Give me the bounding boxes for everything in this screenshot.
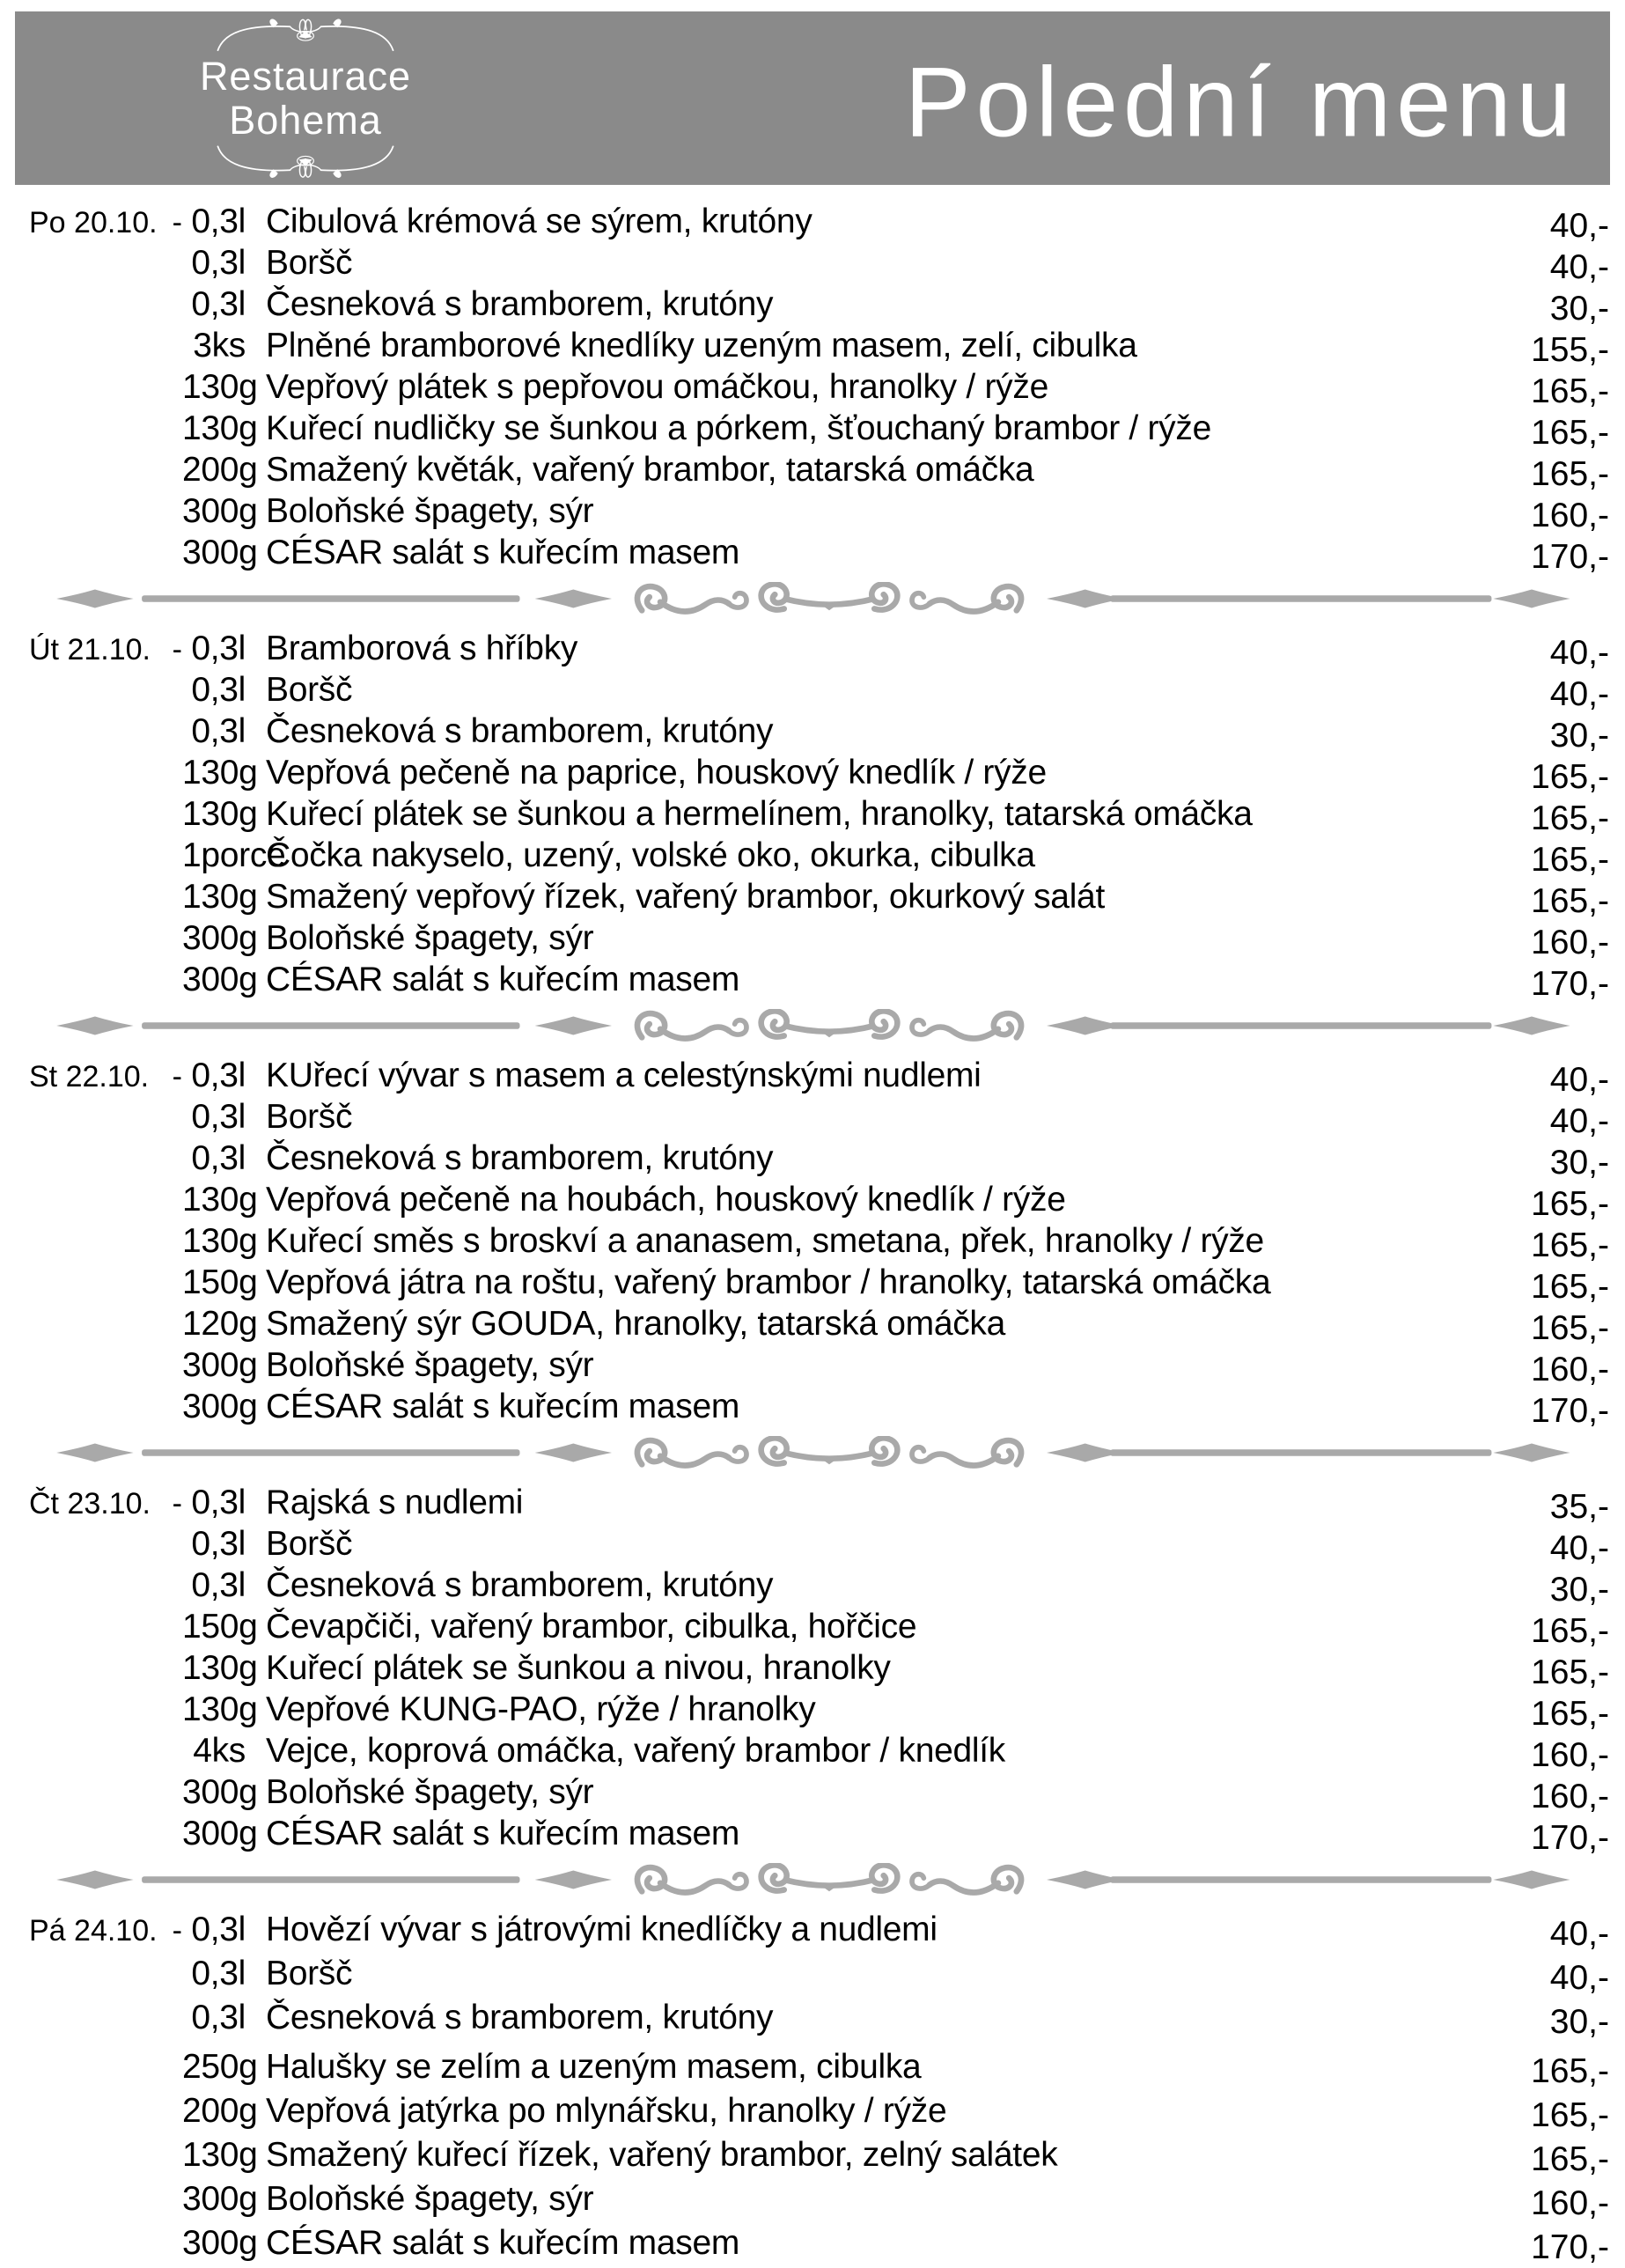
menu-item-row	[29, 1346, 1609, 1388]
item-price: 165,-	[1531, 372, 1609, 410]
item-price: 165,-	[1531, 758, 1609, 796]
item-description: CÉSAR salát s kuřecím masem	[266, 534, 740, 571]
item-quantity: 0,3l	[191, 1566, 246, 1604]
item-description: Hovězí vývar s játrovými knedlíčky a nudlemi	[266, 1911, 938, 1948]
item-description: Vepřová pečeně na houbách, houskový knedlík / rýže	[266, 1181, 1066, 1219]
item-description: Vepřový plátek s pepřovou omáčkou, hranolky / rýže	[266, 368, 1048, 406]
item-description: KUřecí vývar s masem a celestýnskými nudlemi	[266, 1057, 982, 1094]
item-description: Čočka nakyselo, uzený, volské oko, okurka, cibulka	[266, 836, 1035, 874]
item-description: Boloňské špagety, sýr	[266, 492, 594, 530]
item-description: Boloňské špagety, sýr	[266, 1346, 594, 1384]
item-price: 30,-	[1549, 1571, 1609, 1609]
menu-item-row	[29, 244, 1609, 285]
item-quantity: 300g	[182, 492, 258, 530]
day-label	[29, 206, 182, 240]
menu-item-row	[29, 1057, 1609, 1098]
header-banner	[15, 11, 1610, 185]
item-description: Kuřecí směs s broskví a ananasem, smetana, přek, hranolky / rýže	[266, 1222, 1264, 1260]
menu-item-row	[29, 1955, 1609, 1999]
item-description: CÉSAR salát s kuřecím masem	[266, 1815, 740, 1852]
item-quantity: 0,3l	[191, 1525, 246, 1563]
day-date: Pá 24.10.	[29, 1914, 158, 1948]
item-price: 170,-	[1531, 1392, 1609, 1430]
item-price: 170,-	[1531, 1819, 1609, 1857]
item-price: 165,-	[1531, 1612, 1609, 1650]
item-quantity: 130g	[182, 409, 258, 447]
item-price: 165,-	[1531, 1695, 1609, 1733]
item-price: 40,-	[1549, 1529, 1609, 1567]
item-quantity: 130g	[182, 754, 258, 792]
item-price: 160,-	[1531, 924, 1609, 961]
item-price: 165,-	[1531, 2096, 1609, 2134]
item-price: 165,-	[1531, 841, 1609, 879]
ornament-divider	[15, 1863, 1610, 1896]
day-label	[29, 1487, 182, 1521]
item-description: Vejce, koprová omáčka, vařený brambor / knedlík	[266, 1732, 1005, 1770]
menu-item-row	[29, 1773, 1609, 1815]
item-description: Vepřové KUNG-PAO, rýže / hranolky	[266, 1690, 816, 1728]
item-quantity: 300g	[182, 1346, 258, 1384]
item-quantity: 0,3l	[191, 1098, 246, 1136]
item-price: 165,-	[1531, 455, 1609, 493]
day-date: Čt 23.10.	[29, 1487, 151, 1521]
item-quantity: 130g	[182, 1181, 258, 1219]
item-description: Cibulová krémová se sýrem, krutóny	[266, 202, 812, 240]
item-quantity: 0,3l	[191, 1139, 246, 1177]
menu-item-row	[29, 712, 1609, 754]
item-quantity: 0,3l	[191, 1484, 246, 1521]
item-quantity: 300g	[182, 919, 258, 957]
lunch-menu	[0, 195, 1625, 2268]
item-quantity: 130g	[182, 1649, 258, 1687]
menu-item-row	[29, 368, 1609, 409]
item-price: 40,-	[1549, 1915, 1609, 1953]
item-quantity: 300g	[182, 1815, 258, 1852]
item-description: Vepřová játra na roštu, vařený brambor / hranolky, tatarská omáčka	[266, 1263, 1271, 1301]
item-quantity: 0,3l	[191, 1955, 246, 1992]
item-quantity: 0,3l	[191, 1999, 246, 2036]
item-description: CÉSAR salát s kuřecím masem	[266, 1388, 740, 1425]
logo-line1: Restaurace	[199, 53, 412, 99]
item-description: Smažený sýr GOUDA, hranolky, tatarská omáčka	[266, 1305, 1006, 1343]
item-price: 40,-	[1549, 1959, 1609, 1997]
day-section-friday	[29, 1904, 1609, 2268]
item-description: Česneková s bramborem, krutóny	[266, 285, 774, 323]
day-dash: -	[172, 1060, 182, 1094]
item-quantity: 300g	[182, 534, 258, 571]
item-quantity: 300g	[182, 961, 258, 998]
menu-item-row	[29, 1911, 1609, 1955]
item-quantity: 130g	[182, 2136, 258, 2174]
menu-item-row	[29, 327, 1609, 368]
page-title: Polední menu	[904, 46, 1577, 157]
day-section-tuesday	[29, 622, 1609, 1002]
item-price: 30,-	[1549, 290, 1609, 328]
item-quantity: 4ks	[193, 1732, 246, 1770]
item-quantity: 130g	[182, 1690, 258, 1728]
item-quantity: 120g	[182, 1305, 258, 1343]
item-description: CÉSAR salát s kuřecím masem	[266, 961, 740, 998]
menu-item-row	[29, 1815, 1609, 1856]
flourish-bottom-icon	[147, 144, 464, 184]
item-description: Plněné bramborové knedlíky uzeným masem, zelí, cibulka	[266, 327, 1137, 364]
item-price: 40,-	[1549, 675, 1609, 713]
day-label	[29, 633, 182, 667]
menu-item-row	[29, 630, 1609, 671]
item-quantity: 0,3l	[191, 202, 246, 240]
item-quantity: 150g	[182, 1263, 258, 1301]
item-description: Rajská s nudlemi	[266, 1484, 524, 1521]
item-description: Boloňské špagety, sýr	[266, 2180, 594, 2218]
menu-item-row	[29, 1139, 1609, 1181]
item-quantity: 300g	[182, 2180, 258, 2218]
restaurant-logo	[147, 11, 464, 185]
item-price: 160,-	[1531, 1778, 1609, 1815]
item-price: 170,-	[1531, 965, 1609, 1003]
menu-item-row	[29, 1999, 1609, 2043]
item-quantity: 1porce	[182, 836, 286, 874]
menu-item-row	[29, 409, 1609, 451]
day-dash: -	[172, 633, 182, 666]
ornament-divider	[15, 1436, 1610, 1469]
item-description: Boršč	[266, 1525, 353, 1563]
item-description: Česneková s bramborem, krutóny	[266, 1999, 774, 2036]
item-description: Boršč	[266, 1098, 353, 1136]
item-quantity: 130g	[182, 795, 258, 833]
menu-item-row	[29, 836, 1609, 878]
item-description: Vepřová jatýrka po mlynářsku, hranolky / rýže	[266, 2092, 947, 2130]
day-section-thursday	[29, 1476, 1609, 1856]
item-quantity: 200g	[182, 2092, 258, 2130]
item-description: Smažený kuřecí řízek, vařený brambor, zelný salátek	[266, 2136, 1058, 2174]
day-label	[29, 1060, 182, 1094]
ornament-divider	[15, 1009, 1610, 1042]
item-price: 40,-	[1549, 248, 1609, 286]
item-quantity: 0,3l	[191, 1057, 246, 1094]
item-price: 165,-	[1531, 799, 1609, 837]
item-price: 165,-	[1531, 1185, 1609, 1223]
menu-item-row	[29, 2136, 1609, 2180]
flourish-top-icon	[147, 13, 464, 53]
ornament-divider	[15, 582, 1610, 615]
item-price: 40,-	[1549, 1102, 1609, 1140]
item-price: 165,-	[1531, 2052, 1609, 2090]
day-section-wednesday	[29, 1049, 1609, 1429]
item-quantity: 300g	[182, 1773, 258, 1811]
menu-item-row	[29, 2180, 1609, 2224]
logo-line2: Bohema	[229, 97, 382, 143]
item-price: 30,-	[1549, 2003, 1609, 2041]
item-quantity: 200g	[182, 451, 258, 489]
item-price: 165,-	[1531, 1268, 1609, 1306]
item-quantity: 150g	[182, 1608, 258, 1646]
item-price: 160,-	[1531, 1736, 1609, 1774]
menu-item-row	[29, 1649, 1609, 1690]
menu-item-row	[29, 2048, 1609, 2092]
item-price: 170,-	[1531, 2228, 1609, 2266]
item-description: Česneková s bramborem, krutóny	[266, 1566, 774, 1604]
item-quantity: 0,3l	[191, 630, 246, 667]
menu-item-row	[29, 492, 1609, 534]
item-price: 170,-	[1531, 538, 1609, 576]
item-price: 165,-	[1531, 1653, 1609, 1691]
item-description: Boloňské špagety, sýr	[266, 1773, 594, 1811]
menu-item-row	[29, 1566, 1609, 1608]
menu-item-row	[29, 1484, 1609, 1525]
item-description: Halušky se zelím a uzeným masem, cibulka	[266, 2048, 922, 2086]
menu-item-row	[29, 671, 1609, 712]
menu-item-row	[29, 1732, 1609, 1773]
item-description: Boršč	[266, 1955, 353, 1992]
menu-item-row	[29, 1181, 1609, 1222]
day-dash: -	[172, 206, 182, 239]
menu-item-row	[29, 1263, 1609, 1305]
day-section-monday	[29, 195, 1609, 575]
item-price: 35,-	[1549, 1488, 1609, 1526]
item-description: Smažený květák, vařený brambor, tatarská omáčka	[266, 451, 1034, 489]
item-quantity: 130g	[182, 1222, 258, 1260]
item-quantity: 130g	[182, 878, 258, 916]
day-date: Út 21.10.	[29, 633, 151, 666]
item-quantity: 0,3l	[191, 712, 246, 750]
item-price: 165,-	[1531, 882, 1609, 920]
menu-item-row	[29, 1690, 1609, 1732]
item-price: 165,-	[1531, 1309, 1609, 1347]
menu-item-row	[29, 1222, 1609, 1263]
menu-item-row	[29, 878, 1609, 919]
item-price: 165,-	[1531, 414, 1609, 452]
menu-item-row	[29, 285, 1609, 327]
menu-item-row	[29, 2224, 1609, 2268]
item-quantity: 130g	[182, 368, 258, 406]
item-quantity: 3ks	[193, 327, 246, 364]
menu-item-row	[29, 1525, 1609, 1566]
item-description: Čevapčiči, vařený brambor, cibulka, hořčice	[266, 1608, 917, 1646]
item-description: Boršč	[266, 244, 353, 282]
item-price: 160,-	[1531, 1351, 1609, 1388]
item-description: Česneková s bramborem, krutóny	[266, 712, 774, 750]
item-quantity: 0,3l	[191, 671, 246, 709]
item-quantity: 0,3l	[191, 285, 246, 323]
item-quantity: 300g	[182, 2224, 258, 2262]
menu-item-row	[29, 451, 1609, 492]
item-price: 40,-	[1549, 1061, 1609, 1099]
item-price: 30,-	[1549, 1144, 1609, 1182]
menu-item-row	[29, 754, 1609, 795]
menu-item-row	[29, 1608, 1609, 1649]
item-price: 30,-	[1549, 717, 1609, 755]
menu-item-row	[29, 534, 1609, 575]
item-price: 160,-	[1531, 2184, 1609, 2222]
item-description: Boršč	[266, 671, 353, 709]
menu-item-row	[29, 795, 1609, 836]
item-description: Boloňské špagety, sýr	[266, 919, 594, 957]
item-quantity: 0,3l	[191, 244, 246, 282]
item-price: 40,-	[1549, 207, 1609, 245]
item-quantity: 250g	[182, 2048, 258, 2086]
menu-item-row	[29, 1098, 1609, 1139]
day-date: Po 20.10.	[29, 206, 158, 239]
menu-item-row	[29, 202, 1609, 244]
menu-item-row	[29, 1305, 1609, 1346]
item-price: 155,-	[1531, 331, 1609, 369]
day-dash: -	[172, 1914, 182, 1948]
item-description: CÉSAR salát s kuřecím masem	[266, 2224, 740, 2262]
item-price: 165,-	[1531, 1226, 1609, 1264]
item-description: Kuřecí nudličky se šunkou a pórkem, šťouchaný brambor / rýže	[266, 409, 1211, 447]
menu-item-row	[29, 919, 1609, 961]
item-price: 165,-	[1531, 2140, 1609, 2178]
menu-item-row	[29, 961, 1609, 1002]
item-description: Smažený vepřový řízek, vařený brambor, okurkový salát	[266, 878, 1105, 916]
item-price: 160,-	[1531, 497, 1609, 534]
item-price: 40,-	[1549, 634, 1609, 672]
day-date: St 22.10.	[29, 1060, 150, 1094]
day-label	[29, 1914, 182, 1948]
item-description: Kuřecí plátek se šunkou a hermelínem, hranolky, tatarská omáčka	[266, 795, 1253, 833]
item-description: Bramborová s hříbky	[266, 630, 578, 667]
menu-item-row	[29, 2092, 1609, 2136]
day-dash: -	[172, 1487, 182, 1521]
item-quantity: 0,3l	[191, 1911, 246, 1948]
item-description: Kuřecí plátek se šunkou a nivou, hranolky	[266, 1649, 891, 1687]
item-description: Vepřová pečeně na paprice, houskový knedlík / rýže	[266, 754, 1047, 792]
item-quantity: 300g	[182, 1388, 258, 1425]
menu-item-row	[29, 1388, 1609, 1429]
item-description: Česneková s bramborem, krutóny	[266, 1139, 774, 1177]
